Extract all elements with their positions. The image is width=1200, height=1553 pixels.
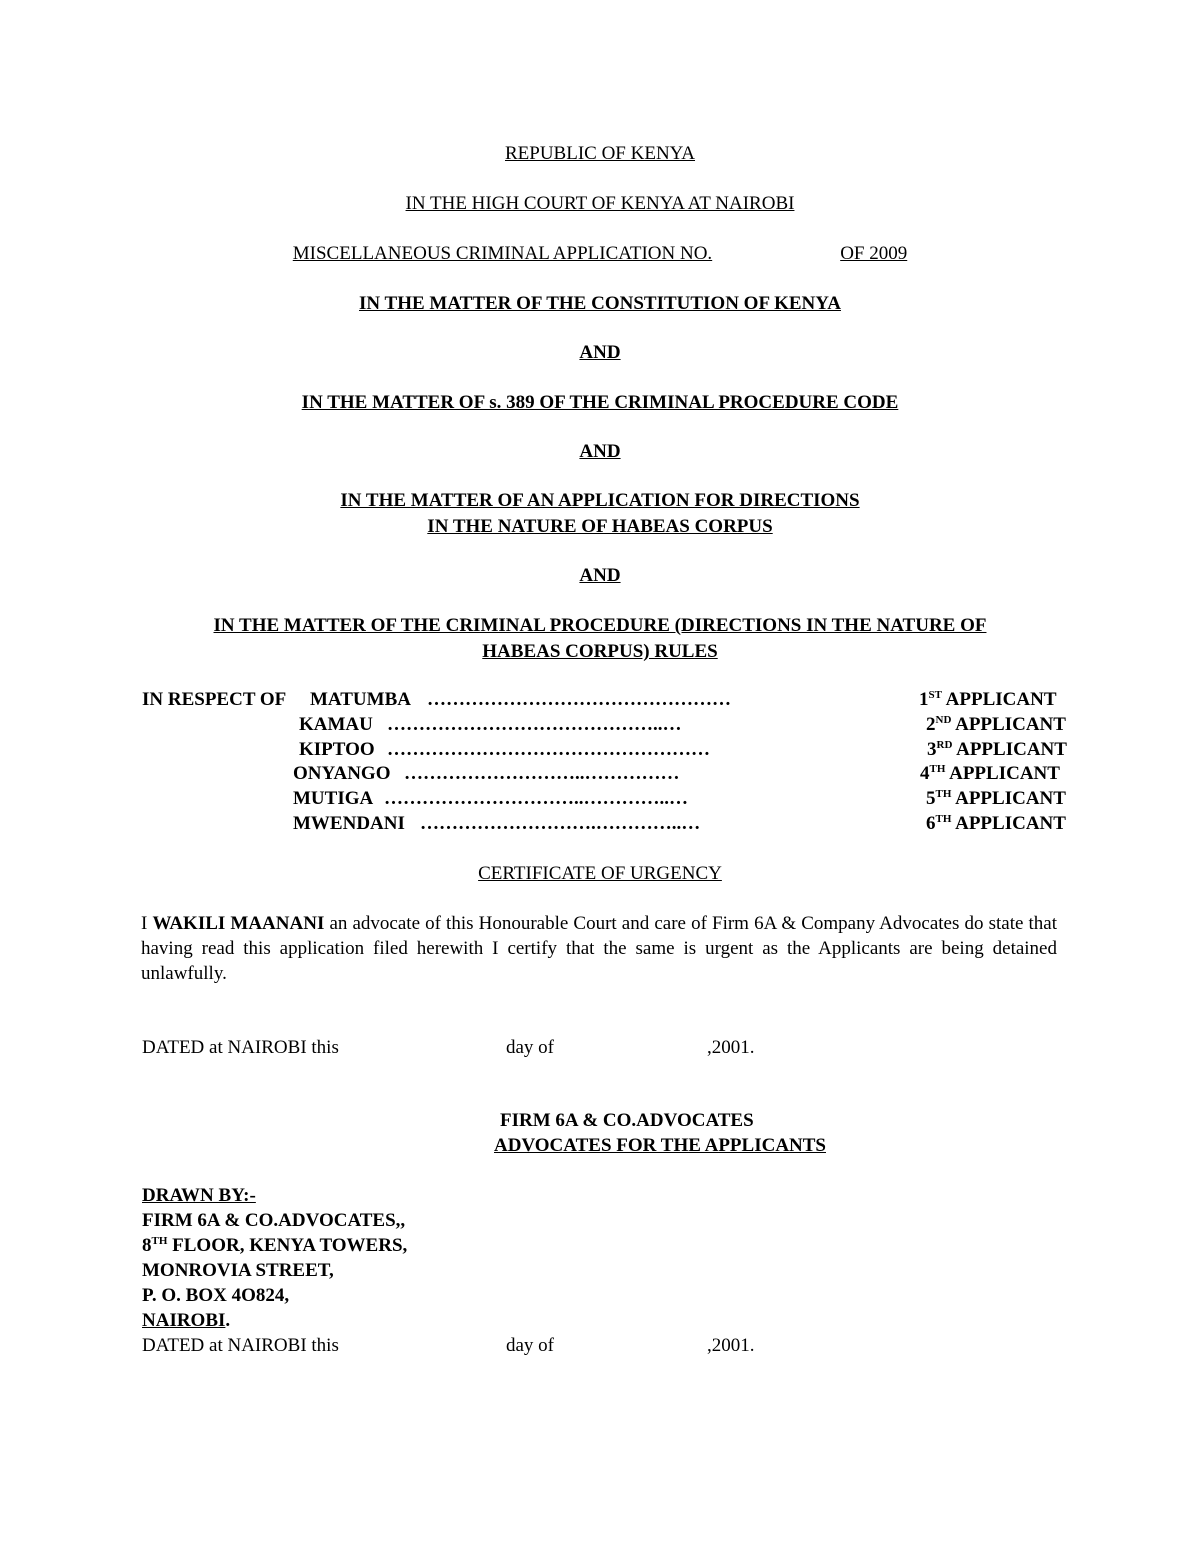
republic-heading: REPUBLIC OF KENYA: [504, 143, 696, 164]
court-heading: IN THE HIGH COURT OF KENYA AT NAIROBI: [405, 193, 795, 214]
applicant-row: [142, 763, 1060, 785]
applicant-leader-dots: ………………………..……………: [404, 763, 680, 784]
applicant-name: ONYANGO: [293, 763, 391, 784]
cpc-matter: IN THE MATTER OF s. 389 OF THE CRIMINAL PROCEDURE CODE: [301, 392, 899, 413]
drawn-by-box: P. O. BOX 4O824,: [142, 1285, 290, 1306]
applicant-leader-dots: ……………………….…………..…: [420, 813, 701, 834]
and-separator-3: AND: [579, 565, 621, 586]
dated-year: ,2001.: [707, 1037, 755, 1058]
certificate-paragraph: [141, 911, 1057, 986]
advocate-name: WAKILI MAANANI: [152, 913, 325, 934]
applicant-name: KIPTOO: [299, 739, 375, 760]
and-separator-2: AND: [579, 441, 621, 462]
applicant-name: MUTIGA: [293, 788, 374, 809]
applicant-leader-dots: ……………………………………………: [387, 739, 710, 760]
dated-day-of: day of: [506, 1335, 555, 1356]
directions-matter-line-1: IN THE MATTER OF AN APPLICATION FOR DIRECTIONS: [340, 490, 860, 511]
dated-prefix: DATED at NAIROBI this: [142, 1335, 339, 1356]
drawn-by-street: MONROVIA STREET,: [142, 1260, 334, 1281]
applicant-ordinal: 4TH APPLICANT: [920, 763, 1060, 784]
directions-matter-line-2: IN THE NATURE OF HABEAS CORPUS: [427, 516, 773, 537]
application-number-label: MISCELLANEOUS CRIMINAL APPLICATION NO.: [292, 243, 713, 264]
applicant-ordinal: 3RD APPLICANT: [927, 739, 1067, 760]
applicant-row: [142, 813, 1066, 835]
signature-firm: FIRM 6A & CO.ADVOCATES: [500, 1110, 754, 1131]
applicant-name: MATUMBA: [310, 689, 411, 710]
applicant-name: MWENDANI: [293, 813, 405, 834]
applicant-name: KAMAU: [299, 714, 373, 735]
drawn-by-label: DRAWN BY:-: [142, 1185, 256, 1206]
dated-year: ,2001.: [707, 1335, 755, 1356]
applicant-leader-dots: …………………………………………: [427, 689, 731, 710]
certificate-intro: I: [141, 913, 148, 934]
drawn-by-firm: FIRM 6A & CO.ADVOCATES,,: [142, 1210, 406, 1231]
rules-matter-line-1: IN THE MATTER OF THE CRIMINAL PROCEDURE (DIRECTIONS IN THE NATURE OF: [213, 615, 987, 636]
applicant-leader-dots: …………………………..…………..…: [384, 788, 688, 809]
applicant-ordinal: 5TH APPLICANT: [926, 788, 1066, 809]
certificate-body: an advocate of this Honourable Court and care of Firm 6A & Company Advocates do state that having read this application filed herewith I certify that the same is urgent as the Applicants are being detained unlawfully.: [141, 913, 1058, 984]
applicant-row: [142, 788, 1066, 810]
applicant-prefix: IN RESPECT OF: [142, 689, 287, 710]
signature-role: ADVOCATES FOR THE APPLICANTS: [494, 1135, 826, 1156]
certificate-title: CERTIFICATE OF URGENCY: [478, 863, 722, 884]
applicant-ordinal: 2ND APPLICANT: [926, 714, 1066, 735]
application-year: OF 2009: [840, 243, 908, 264]
and-separator-1: AND: [579, 342, 621, 363]
drawn-by-city: NAIROBI.: [142, 1310, 231, 1331]
applicant-ordinal: 6TH APPLICANT: [926, 813, 1066, 834]
application-number-line: [0, 243, 1200, 265]
applicant-row: [142, 689, 1057, 711]
dated-prefix: DATED at NAIROBI this: [142, 1037, 339, 1058]
constitution-matter: IN THE MATTER OF THE CONSTITUTION OF KENYA: [359, 293, 841, 314]
applicant-row: [142, 739, 1067, 761]
applicant-ordinal: 1ST APPLICANT: [919, 689, 1057, 710]
rules-matter-line-2: HABEAS CORPUS) RULES: [482, 641, 718, 662]
applicant-row: [142, 714, 1066, 736]
applicant-leader-dots: ……………………………………..…: [387, 714, 682, 735]
dated-day-of: day of: [506, 1037, 555, 1058]
drawn-by-floor: 8TH FLOOR, KENYA TOWERS,: [142, 1235, 408, 1256]
